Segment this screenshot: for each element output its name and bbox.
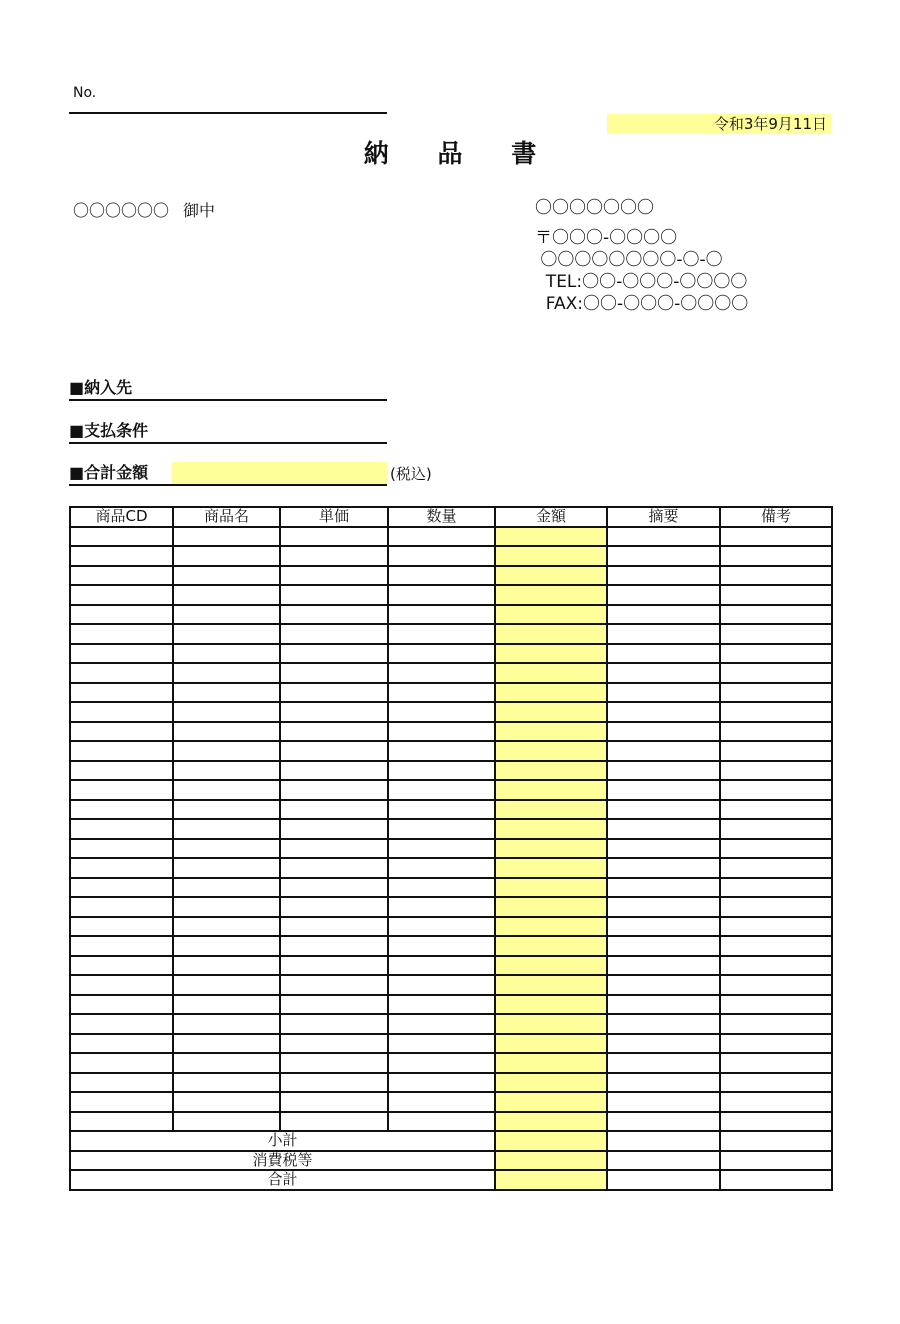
cell-summary[interactable]	[607, 663, 720, 683]
table-row	[70, 995, 832, 1015]
cell-product-code[interactable]	[70, 546, 173, 566]
cell-summary[interactable]	[607, 624, 720, 644]
cell-unit-price[interactable]	[280, 956, 388, 976]
cell-summary[interactable]	[607, 1092, 720, 1112]
cell-summary[interactable]	[607, 741, 720, 761]
table-row	[70, 956, 832, 976]
cell-unit-price[interactable]	[280, 1112, 388, 1132]
cell-summary[interactable]	[607, 546, 720, 566]
cell-unit-price[interactable]	[280, 1092, 388, 1112]
cell-quantity[interactable]	[388, 917, 495, 937]
cell-remarks[interactable]	[720, 722, 832, 742]
issue-date[interactable]: 令和3年9月11日	[607, 114, 831, 134]
cell-summary[interactable]	[607, 722, 720, 742]
cell-unit-price[interactable]	[280, 546, 388, 566]
cell-unit-price[interactable]	[280, 722, 388, 742]
cell-amount[interactable]	[495, 624, 607, 644]
cell-amount[interactable]	[495, 1034, 607, 1054]
cell-quantity[interactable]	[388, 975, 495, 995]
cell-quantity[interactable]	[388, 566, 495, 586]
cell-amount[interactable]	[495, 975, 607, 995]
cell-quantity[interactable]	[388, 761, 495, 781]
cell-product-code[interactable]	[70, 878, 173, 898]
total-summary[interactable]	[607, 1170, 720, 1190]
total-remarks[interactable]	[720, 1170, 832, 1190]
cell-product-name[interactable]	[173, 1014, 280, 1034]
cell-unit-price[interactable]	[280, 878, 388, 898]
cell-product-name[interactable]	[173, 956, 280, 976]
cell-unit-price[interactable]	[280, 702, 388, 722]
cell-quantity[interactable]	[388, 780, 495, 800]
cell-remarks[interactable]	[720, 663, 832, 683]
cell-remarks[interactable]	[720, 1034, 832, 1054]
table-row	[70, 624, 832, 644]
recipient-name[interactable]: 〇〇〇〇〇〇	[73, 201, 170, 220]
cell-product-code[interactable]	[70, 663, 173, 683]
cell-quantity[interactable]	[388, 1092, 495, 1112]
cell-product-code[interactable]	[70, 800, 173, 820]
cell-summary[interactable]	[607, 1073, 720, 1093]
cell-product-name[interactable]	[173, 936, 280, 956]
table-row	[70, 683, 832, 703]
table-row	[70, 546, 832, 566]
cell-unit-price[interactable]	[280, 527, 388, 547]
cell-product-code[interactable]	[70, 527, 173, 547]
cell-product-name[interactable]	[173, 780, 280, 800]
cell-remarks[interactable]	[720, 858, 832, 878]
cell-quantity[interactable]	[388, 878, 495, 898]
table-row	[70, 644, 832, 664]
items-table	[69, 506, 833, 1191]
cell-unit-price[interactable]	[280, 663, 388, 683]
cell-product-code[interactable]	[70, 917, 173, 937]
cell-quantity[interactable]	[388, 663, 495, 683]
cell-unit-price[interactable]	[280, 605, 388, 625]
cell-quantity[interactable]	[388, 741, 495, 761]
cell-product-code[interactable]	[70, 741, 173, 761]
cell-remarks[interactable]	[720, 780, 832, 800]
cell-product-code[interactable]	[70, 722, 173, 742]
cell-quantity[interactable]	[388, 858, 495, 878]
subtotal-amount[interactable]	[495, 1131, 607, 1151]
delivery-to-field[interactable]	[69, 377, 387, 401]
cell-product-name[interactable]	[173, 839, 280, 859]
cell-remarks[interactable]	[720, 1073, 832, 1093]
cell-amount[interactable]	[495, 702, 607, 722]
cell-summary[interactable]	[607, 936, 720, 956]
cell-summary[interactable]	[607, 800, 720, 820]
table-row	[70, 975, 832, 995]
cell-amount[interactable]	[495, 1092, 607, 1112]
cell-product-code[interactable]	[70, 761, 173, 781]
cell-quantity[interactable]	[388, 722, 495, 742]
cell-remarks[interactable]	[720, 819, 832, 839]
subtotal-row	[70, 1131, 832, 1151]
cell-summary[interactable]	[607, 917, 720, 937]
sender-name[interactable]: 〇〇〇〇〇〇〇	[535, 198, 654, 218]
table-row	[70, 819, 832, 839]
header-quantity: 数量	[388, 507, 495, 527]
tax-label: 消費税等	[70, 1151, 495, 1171]
cell-quantity[interactable]	[388, 1053, 495, 1073]
cell-summary[interactable]	[607, 585, 720, 605]
cell-remarks[interactable]	[720, 975, 832, 995]
cell-summary[interactable]	[607, 644, 720, 664]
cell-summary[interactable]	[607, 605, 720, 625]
cell-quantity[interactable]	[388, 585, 495, 605]
cell-remarks[interactable]	[720, 1092, 832, 1112]
table-row	[70, 722, 832, 742]
tax-included-note: (税込)	[390, 465, 432, 483]
cell-summary[interactable]	[607, 1112, 720, 1132]
cell-product-name[interactable]	[173, 878, 280, 898]
cell-summary[interactable]	[607, 1034, 720, 1054]
cell-summary[interactable]	[607, 995, 720, 1015]
table-row	[70, 1014, 832, 1034]
table-row	[70, 585, 832, 605]
recipient-suffix: 御中	[183, 201, 216, 220]
cell-product-code[interactable]	[70, 1014, 173, 1034]
cell-product-name[interactable]	[173, 644, 280, 664]
cell-remarks[interactable]	[720, 1014, 832, 1034]
table-row	[70, 1092, 832, 1112]
cell-remarks[interactable]	[720, 878, 832, 898]
table-row	[70, 1053, 832, 1073]
cell-quantity[interactable]	[388, 702, 495, 722]
cell-product-name[interactable]	[173, 1092, 280, 1112]
cell-amount[interactable]	[495, 800, 607, 820]
cell-remarks[interactable]	[720, 585, 832, 605]
cell-summary[interactable]	[607, 839, 720, 859]
payment-terms-field[interactable]	[69, 420, 387, 444]
cell-amount[interactable]	[495, 605, 607, 625]
cell-summary[interactable]	[607, 878, 720, 898]
cell-product-name[interactable]	[173, 741, 280, 761]
cell-summary[interactable]	[607, 1014, 720, 1034]
cell-product-code[interactable]	[70, 780, 173, 800]
table-row	[70, 1073, 832, 1093]
cell-remarks[interactable]	[720, 624, 832, 644]
cell-summary[interactable]	[607, 1053, 720, 1073]
cell-unit-price[interactable]	[280, 644, 388, 664]
cell-unit-price[interactable]	[280, 741, 388, 761]
cell-unit-price[interactable]	[280, 1053, 388, 1073]
cell-unit-price[interactable]	[280, 624, 388, 644]
total-row	[70, 1170, 832, 1190]
cell-product-name[interactable]	[173, 761, 280, 781]
header-product-name: 商品名	[173, 507, 280, 527]
cell-summary[interactable]	[607, 780, 720, 800]
cell-unit-price[interactable]	[280, 683, 388, 703]
cell-product-code[interactable]	[70, 1112, 173, 1132]
cell-quantity[interactable]	[388, 897, 495, 917]
cell-amount[interactable]	[495, 956, 607, 976]
cell-quantity[interactable]	[388, 1034, 495, 1054]
cell-unit-price[interactable]	[280, 1073, 388, 1093]
subtotal-summary[interactable]	[607, 1131, 720, 1151]
cell-quantity[interactable]	[388, 1073, 495, 1093]
cell-amount[interactable]	[495, 722, 607, 742]
cell-unit-price[interactable]	[280, 1034, 388, 1054]
header-amount: 金額	[495, 507, 607, 527]
cell-summary[interactable]	[607, 761, 720, 781]
tax-amount[interactable]	[495, 1151, 607, 1171]
cell-product-code[interactable]	[70, 605, 173, 625]
cell-remarks[interactable]	[720, 683, 832, 703]
table-row	[70, 936, 832, 956]
cell-remarks[interactable]	[720, 800, 832, 820]
cell-product-code[interactable]	[70, 585, 173, 605]
cell-product-code[interactable]	[70, 956, 173, 976]
cell-amount[interactable]	[495, 741, 607, 761]
cell-remarks[interactable]	[720, 1053, 832, 1073]
tax-row	[70, 1151, 832, 1171]
header-summary: 摘要	[607, 507, 720, 527]
cell-product-name[interactable]	[173, 585, 280, 605]
cell-summary[interactable]	[607, 897, 720, 917]
table-row	[70, 800, 832, 820]
subtotal-label: 小計	[70, 1131, 495, 1151]
cell-amount[interactable]	[495, 546, 607, 566]
cell-unit-price[interactable]	[280, 585, 388, 605]
cell-quantity[interactable]	[388, 936, 495, 956]
cell-amount[interactable]	[495, 936, 607, 956]
cell-product-code[interactable]	[70, 644, 173, 664]
cell-amount[interactable]	[495, 878, 607, 898]
total-amount-value[interactable]	[172, 462, 387, 484]
table-row	[70, 780, 832, 800]
cell-quantity[interactable]	[388, 527, 495, 547]
cell-product-code[interactable]	[70, 566, 173, 586]
cell-amount[interactable]	[495, 1112, 607, 1132]
cell-unit-price[interactable]	[280, 761, 388, 781]
cell-quantity[interactable]	[388, 546, 495, 566]
cell-amount[interactable]	[495, 858, 607, 878]
cell-summary[interactable]	[607, 702, 720, 722]
cell-summary[interactable]	[607, 975, 720, 995]
cell-product-code[interactable]	[70, 936, 173, 956]
table-row	[70, 527, 832, 547]
cell-remarks[interactable]	[720, 605, 832, 625]
cell-product-name[interactable]	[173, 663, 280, 683]
document-number-line[interactable]	[69, 112, 387, 114]
cell-amount[interactable]	[495, 1053, 607, 1073]
sender-address[interactable]: 〇〇〇〇〇〇〇〇-〇-〇	[535, 250, 723, 270]
cell-product-name[interactable]	[173, 800, 280, 820]
cell-quantity[interactable]	[388, 624, 495, 644]
cell-product-name[interactable]	[173, 975, 280, 995]
cell-product-code[interactable]	[70, 1073, 173, 1093]
cell-amount[interactable]	[495, 995, 607, 1015]
cell-amount[interactable]	[495, 917, 607, 937]
cell-remarks[interactable]	[720, 917, 832, 937]
tax-remarks[interactable]	[720, 1151, 832, 1171]
table-row	[70, 917, 832, 937]
cell-remarks[interactable]	[720, 1112, 832, 1132]
cell-remarks[interactable]	[720, 995, 832, 1015]
cell-product-name[interactable]	[173, 897, 280, 917]
tax-summary[interactable]	[607, 1151, 720, 1171]
cell-product-code[interactable]	[70, 897, 173, 917]
header-unit-price: 単価	[280, 507, 388, 527]
cell-amount[interactable]	[495, 897, 607, 917]
cell-product-name[interactable]	[173, 1112, 280, 1132]
cell-summary[interactable]	[607, 683, 720, 703]
cell-unit-price[interactable]	[280, 800, 388, 820]
cell-product-code[interactable]	[70, 702, 173, 722]
cell-product-name[interactable]	[173, 683, 280, 703]
cell-product-name[interactable]	[173, 605, 280, 625]
cell-amount[interactable]	[495, 644, 607, 664]
cell-product-code[interactable]	[70, 975, 173, 995]
cell-product-name[interactable]	[173, 858, 280, 878]
cell-summary[interactable]	[607, 858, 720, 878]
table-row	[70, 663, 832, 683]
cell-product-name[interactable]	[173, 722, 280, 742]
delivery-to-label: ■納入先	[69, 378, 133, 397]
total-amount-label: ■合計金額	[69, 463, 149, 482]
cell-unit-price[interactable]	[280, 897, 388, 917]
cell-amount[interactable]	[495, 663, 607, 683]
sender-tel[interactable]: TEL:〇〇-〇〇〇-〇〇〇〇	[535, 272, 748, 292]
sender-block	[535, 197, 748, 315]
cell-unit-price[interactable]	[280, 839, 388, 859]
cell-unit-price[interactable]	[280, 975, 388, 995]
cell-amount[interactable]	[495, 1014, 607, 1034]
cell-product-name[interactable]	[173, 566, 280, 586]
sender-fax[interactable]: FAX:〇〇-〇〇〇-〇〇〇〇	[535, 294, 749, 314]
cell-remarks[interactable]	[720, 761, 832, 781]
cell-remarks[interactable]	[720, 644, 832, 664]
table-row	[70, 702, 832, 722]
cell-product-code[interactable]	[70, 1034, 173, 1054]
total-amount-field[interactable]	[69, 462, 387, 486]
cell-summary[interactable]	[607, 819, 720, 839]
cell-amount[interactable]	[495, 566, 607, 586]
page-title: 納 品 書	[363, 139, 557, 168]
cell-remarks[interactable]	[720, 546, 832, 566]
cell-amount[interactable]	[495, 780, 607, 800]
cell-quantity[interactable]	[388, 839, 495, 859]
cell-unit-price[interactable]	[280, 819, 388, 839]
cell-unit-price[interactable]	[280, 780, 388, 800]
cell-product-code[interactable]	[70, 1092, 173, 1112]
cell-product-code[interactable]	[70, 839, 173, 859]
cell-remarks[interactable]	[720, 839, 832, 859]
cell-product-code[interactable]	[70, 858, 173, 878]
cell-quantity[interactable]	[388, 956, 495, 976]
table-header-row	[70, 507, 832, 527]
cell-quantity[interactable]	[388, 819, 495, 839]
table-row	[70, 741, 832, 761]
table-row	[70, 761, 832, 781]
cell-product-name[interactable]	[173, 624, 280, 644]
subtotal-remarks[interactable]	[720, 1131, 832, 1151]
cell-unit-price[interactable]	[280, 566, 388, 586]
cell-summary[interactable]	[607, 956, 720, 976]
cell-summary[interactable]	[607, 527, 720, 547]
cell-remarks[interactable]	[720, 566, 832, 586]
cell-quantity[interactable]	[388, 1112, 495, 1132]
cell-amount[interactable]	[495, 527, 607, 547]
cell-amount[interactable]	[495, 819, 607, 839]
cell-product-code[interactable]	[70, 683, 173, 703]
table-row	[70, 878, 832, 898]
cell-amount[interactable]	[495, 761, 607, 781]
document-number-label: No.	[73, 85, 97, 101]
cell-amount[interactable]	[495, 585, 607, 605]
cell-product-name[interactable]	[173, 1034, 280, 1054]
cell-quantity[interactable]	[388, 644, 495, 664]
table-row	[70, 1112, 832, 1132]
cell-remarks[interactable]	[720, 897, 832, 917]
table-row	[70, 605, 832, 625]
total-amount-cell[interactable]	[495, 1170, 607, 1190]
cell-product-name[interactable]	[173, 1073, 280, 1093]
cell-product-name[interactable]	[173, 702, 280, 722]
total-label: 合計	[70, 1170, 495, 1190]
recipient	[73, 198, 215, 221]
cell-quantity[interactable]	[388, 605, 495, 625]
cell-product-name[interactable]	[173, 546, 280, 566]
cell-amount[interactable]	[495, 683, 607, 703]
cell-remarks[interactable]	[720, 936, 832, 956]
cell-amount[interactable]	[495, 839, 607, 859]
table-row	[70, 858, 832, 878]
header-remarks: 備考	[720, 507, 832, 527]
payment-terms-label: ■支払条件	[69, 421, 149, 440]
cell-remarks[interactable]	[720, 956, 832, 976]
cell-product-code[interactable]	[70, 819, 173, 839]
cell-quantity[interactable]	[388, 1014, 495, 1034]
cell-product-name[interactable]	[173, 1053, 280, 1073]
table-row	[70, 566, 832, 586]
cell-product-name[interactable]	[173, 917, 280, 937]
cell-remarks[interactable]	[720, 527, 832, 547]
cell-amount[interactable]	[495, 1073, 607, 1093]
cell-product-code[interactable]	[70, 995, 173, 1015]
cell-quantity[interactable]	[388, 800, 495, 820]
table-row	[70, 839, 832, 859]
cell-product-name[interactable]	[173, 527, 280, 547]
cell-product-code[interactable]	[70, 624, 173, 644]
table-row	[70, 1034, 832, 1054]
header-product-code: 商品CD	[70, 507, 173, 527]
cell-remarks[interactable]	[720, 702, 832, 722]
cell-unit-price[interactable]	[280, 995, 388, 1015]
cell-remarks[interactable]	[720, 741, 832, 761]
cell-unit-price[interactable]	[280, 917, 388, 937]
cell-product-code[interactable]	[70, 1053, 173, 1073]
cell-unit-price[interactable]	[280, 1014, 388, 1034]
table-row	[70, 897, 832, 917]
cell-quantity[interactable]	[388, 995, 495, 1015]
sender-postal[interactable]: 〒〇〇〇-〇〇〇〇	[535, 228, 678, 248]
cell-summary[interactable]	[607, 566, 720, 586]
cell-unit-price[interactable]	[280, 858, 388, 878]
cell-quantity[interactable]	[388, 683, 495, 703]
cell-unit-price[interactable]	[280, 936, 388, 956]
cell-product-name[interactable]	[173, 819, 280, 839]
cell-product-name[interactable]	[173, 995, 280, 1015]
